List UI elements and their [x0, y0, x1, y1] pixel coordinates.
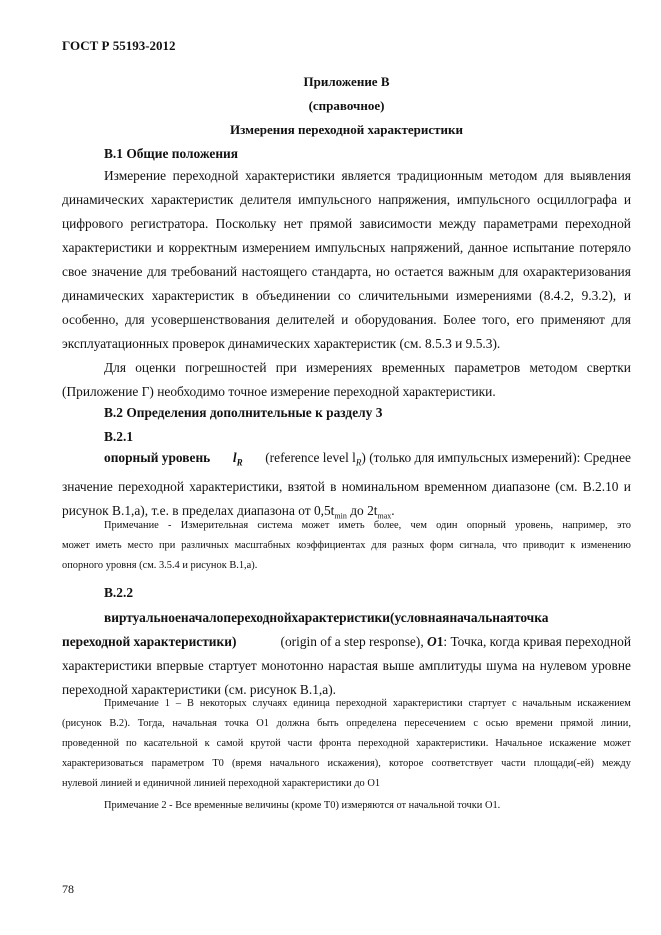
text-line: характеристики впервые стартует монотонно нарастая выше амплитуды шума на нулевом уровне	[62, 658, 631, 673]
section-b1-heading: В.1 Общие положения	[104, 146, 239, 161]
term-reference-level: опорный уровень	[104, 450, 211, 465]
clause-b22-note-1	[62, 694, 631, 794]
appendix-title: Приложение В	[303, 74, 390, 89]
note-line: характеризоваться параметром T0 (время начального искажения), которое соответствует части площади(-ей) между	[62, 758, 631, 769]
clause-b22-line-2: переходной характеристики) (origin of a step response), O1: Точка, когда кривая переходной	[62, 634, 631, 649]
text-line: цифрового регистратора. Поскольку нет прямой зависимости между параметрами переходной	[62, 216, 631, 231]
note-line: Примечание - Измерительная система может иметь более, чем один опорный уровень, например, это	[104, 520, 631, 531]
clause-b21-note	[62, 516, 631, 576]
page-number: 78	[62, 882, 74, 896]
document-header: ГОСТ Р 55193-2012	[62, 38, 176, 53]
section-b2	[62, 402, 631, 450]
note-line: опорного уровня (см. 3.5.4 и рисунок В.1,а).	[62, 560, 258, 571]
note-line: проведенной по касательной к самой крутой части фронта переходной характеристики. Начальное искажение может	[62, 738, 631, 749]
text-line: свое значение для требований настоящего стандарта, но остается важным для охарактеризования	[62, 264, 631, 279]
text-line: эксплуатационных проверок динамических характеристик (см. 8.5.3 и 9.5.3).	[62, 336, 501, 351]
text-line: динамических характеристик делителя импульсного напряжения, импульсного осциллографа и	[62, 192, 631, 207]
section-b1-paragraph-2	[62, 356, 631, 404]
clause-b21-line-1	[62, 446, 631, 475]
text-line: Для оценки погрешностей при измерениях временных параметров методом свертки	[104, 360, 631, 375]
text-line: переходной характеристики (см. рисунок В.1,а).	[62, 682, 337, 697]
text-line: динамических характеристик в объединении со сличительными измерениями (8.4.2, 9.3.2), и	[62, 288, 631, 303]
term-english: (reference level $l_R$) (только для импульсных измерений): Среднее	[265, 450, 631, 468]
text-line: Измерение переходной характеристики является традиционным методом для выявления	[104, 168, 631, 183]
symbol-lr: $l_R$	[232, 450, 243, 468]
appendix-subtitle: (справочное)	[308, 98, 385, 113]
note-line: нулевой линией и единичной линией переходной характеристики до O1	[62, 778, 381, 789]
section-b1-paragraph-1	[62, 164, 631, 356]
appendix-heading: Измерения переходной характеристики	[229, 122, 464, 137]
note-line: Примечание 1 – В некоторых случаях единица переходной характеристики стартует с начальным искажением	[104, 698, 631, 709]
clause-b22-number: В.2.2	[104, 585, 134, 600]
clause-b22-term: виртуальное начало переходной характеристики (условная начальная точка	[104, 610, 549, 625]
text-line: значение переходной характеристики, взятой в номинальном временном диапазоне (см. В.2.10 и	[62, 478, 631, 494]
section-b1	[62, 144, 631, 164]
clause-b22	[62, 580, 631, 702]
clause-b22-note-2	[62, 796, 631, 816]
text-line: рисунок В.1,а), т.е. в пределах диапазона от $0,5t_{min}$ до $2t_{max}$.	[62, 502, 395, 521]
note-line: может иметь место при различных масштабных коэффициентах для разных форм сигнала, что приводит к изменению	[62, 540, 631, 551]
text-line: особенно, для усовершенствования делителей и оборудования. Более того, его применяют для	[62, 312, 631, 327]
clause-b21-number: В.2.1	[104, 429, 134, 444]
note-line: Примечание 2 - Все временные величины (кроме T0) измеряются от начальной точки O1.	[104, 800, 501, 811]
text-line: (Приложение Г) необходимо точное измерение переходной характеристики.	[62, 384, 496, 399]
section-b2-heading: В.2 Определения дополнительные к разделу 3	[104, 405, 383, 420]
note-line: (рисунок В.2). Тогда, начальная точка O1 должна быть определена пересечением с осью времени прямой линии,	[62, 718, 631, 729]
text-line: характеристики и корректным измерением импульсных напряжений, данное испытание потеряло	[62, 240, 631, 255]
